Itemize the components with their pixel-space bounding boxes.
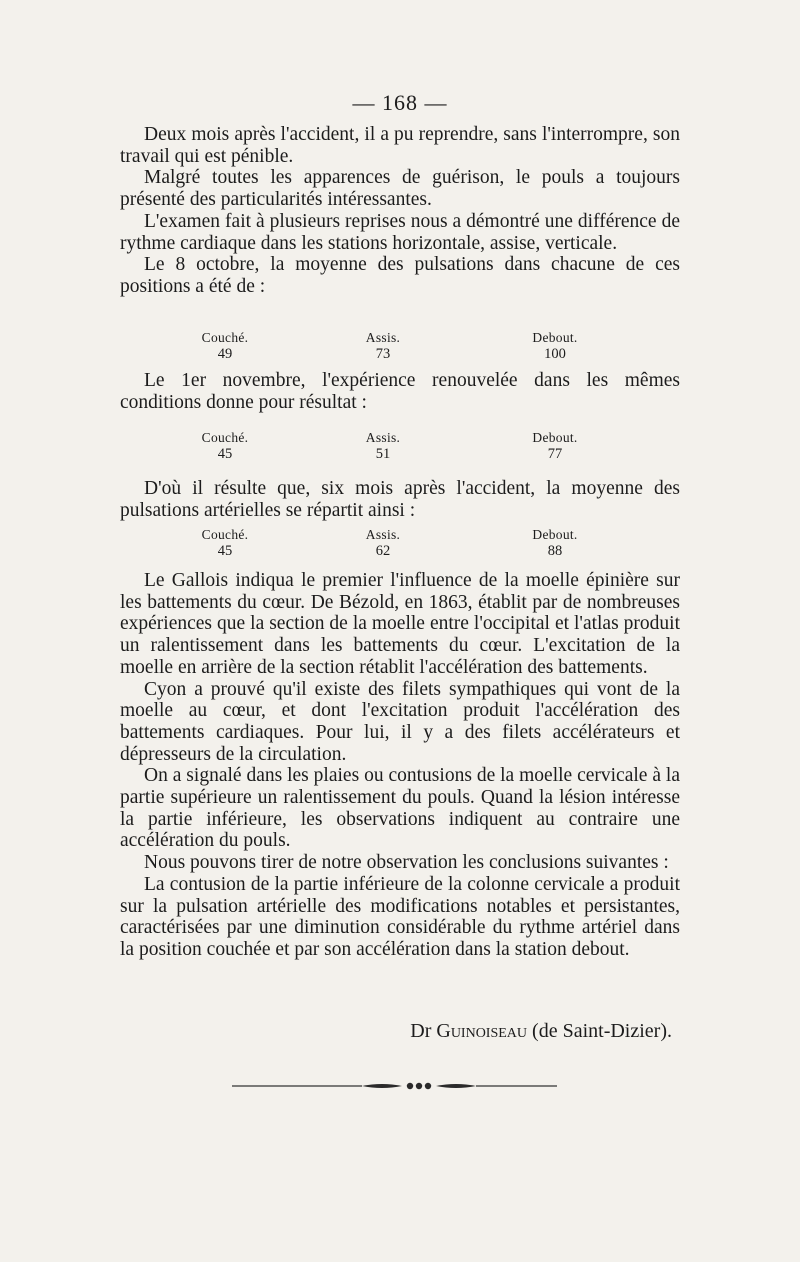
ornamental-separator xyxy=(232,1080,557,1092)
text-block-november xyxy=(120,370,680,413)
paragraph: Malgré toutes les apparences de guérison, le pouls a toujours présenté des particularités intéressantes. xyxy=(120,167,680,211)
signature-title: Dr xyxy=(410,1020,432,1042)
label-lying: Couché. xyxy=(201,430,249,445)
column-standing xyxy=(510,430,600,462)
text-block-intro xyxy=(120,124,680,298)
label-standing: Debout. xyxy=(532,430,578,445)
column-standing xyxy=(510,527,600,559)
paragraph: La contusion de la partie inférieure de la colonne cervicale a produit sur la pulsation artérielle des modifications notables et persistantes, caractérisées par une diminution considérable du rythme artériel dans la position couchée et par son accélération dans la station debout. xyxy=(120,873,680,960)
paragraph: Le 1er novembre, l'expérience renouvelée dans les mêmes conditions donne pour résultat : xyxy=(120,370,680,413)
column-lying xyxy=(180,330,270,362)
value-seated: 73 xyxy=(375,346,391,362)
column-seated xyxy=(338,527,428,559)
label-standing: Debout. xyxy=(532,527,578,542)
value-seated: 62 xyxy=(375,543,391,559)
paragraph: Le Gallois indiqua le premier l'influence de la moelle épinière sur les battements du cœur. De Bézold, en 1863, établit par de nombreuses expériences que la section de la moelle entre l'occipital et l'atlas produit un ralentissement dans les battements du cœur. L'excitation de la moelle en arrière de la section rétablit l'accélération des battements. xyxy=(120,570,680,678)
column-seated xyxy=(338,430,428,462)
paragraph: D'où il résulte que, six mois après l'accident, la moyenne des pulsations artérielles se répartit ainsi : xyxy=(120,478,680,521)
signature-place: (de Saint-Dizier). xyxy=(532,1020,672,1042)
page-number: — 168 — xyxy=(352,90,448,115)
column-seated xyxy=(338,330,428,362)
value-lying: 49 xyxy=(217,346,233,362)
signature-name: Guinoiseau xyxy=(436,1020,528,1042)
label-seated: Assis. xyxy=(365,527,401,542)
text-block-discussion xyxy=(120,570,680,961)
paragraph: Nous pouvons tirer de notre observation les conclusions suivantes : xyxy=(144,852,669,874)
value-lying: 45 xyxy=(217,446,233,462)
text-block-summary xyxy=(120,478,680,521)
value-standing: 88 xyxy=(547,543,563,559)
label-lying: Couché. xyxy=(201,330,249,345)
paragraph: L'examen fait à plusieurs reprises nous a démontré une différence de rythme cardiaque dans les stations horizontale, assise, verticale. xyxy=(120,210,680,254)
author-signature xyxy=(410,1020,672,1043)
value-lying: 45 xyxy=(217,543,233,559)
column-standing xyxy=(510,330,600,362)
label-seated: Assis. xyxy=(365,430,401,445)
column-lying xyxy=(180,430,270,462)
value-seated: 51 xyxy=(375,446,391,462)
value-standing: 77 xyxy=(547,446,563,462)
paragraph: Le 8 octobre, la moyenne des pulsations dans chacune de ces positions a été de : xyxy=(120,254,680,297)
label-lying: Couché. xyxy=(201,527,249,542)
column-lying xyxy=(180,527,270,559)
value-standing: 100 xyxy=(544,346,566,362)
paragraph: On a signalé dans les plaies ou contusions de la moelle cervicale à la partie supérieure un ralentissement du pouls. Quand la lésion intéresse la partie inférieure, les observations indiquent au contraire une accélération du pouls. xyxy=(120,765,680,852)
paragraph: Deux mois après l'accident, il a pu reprendre, sans l'interrompre, son travail qui est pénible. xyxy=(120,124,680,167)
label-seated: Assis. xyxy=(365,330,401,345)
label-standing: Debout. xyxy=(532,330,578,345)
paragraph: Cyon a prouvé qu'il existe des filets sympathiques qui vont de la moelle au cœur, et dont l'excitation produit l'accélération des battements cardiaques. Pour lui, il y a des filets accélérateurs et dépresseurs de la circulation. xyxy=(120,678,680,765)
